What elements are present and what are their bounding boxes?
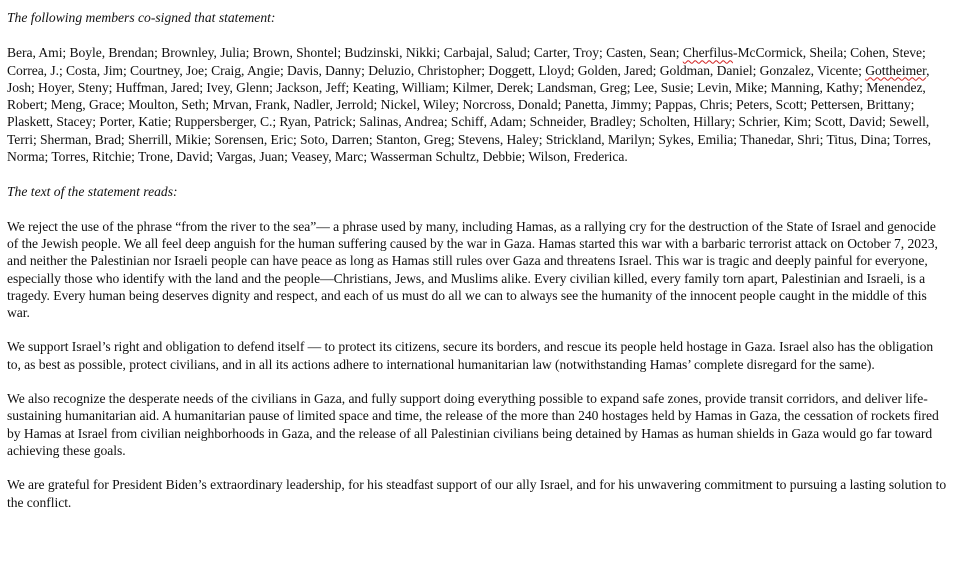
spellcheck-flagged-name: Gottheimer — [865, 62, 927, 78]
intro-heading: The following members co-signed that statement: — [7, 10, 276, 25]
statement-paragraph: We are grateful for President Biden’s extraordinary leadership, for his steadfast support of our ally Israel, and for his unwavering commitment to pursuing a lasting solution to the conflict. — [7, 477, 947, 510]
statement-paragraph: We support Israel’s right and obligation to defend itself — to protect its citizens, secure its borders, and rescue its people held hostage in Gaza. Israel also has the obligation to, as best as possible, protect civilians, and in all its actions adhere to international humanitarian law (notwithstanding Hamas’ complete disregard for the same). — [7, 339, 934, 372]
members-text-part-2: -McCormick, Sheila; Cohen, Steve; Correa, J.; Costa, Jim; Courtney, Joe; Craig, Angie; Davis, Danny; Deluzio, Christopher; Doggett, Lloyd; Golden, Jared; Goldman, Daniel; Gonzalez, Vicente; — [7, 45, 926, 78]
spellcheck-flagged-name: Cherfilus — [682, 45, 733, 61]
statement-paragraph: We also recognize the desperate needs of the civilians in Gaza, and fully support doing everything possible to expand safe zones, provide transit corridors, and deliver life-sustaining humanitarian aid. A humanitarian pause of limited space and time, the release of the more than 240 hostages held by Hamas in Gaza, the cessation of rockets fired by Hamas at Israel from civilian neighborhoods in Gaza, and the release of all Palestinian civilians being detained by Hamas as human shields in Gaza would go far toward achieving these goals. — [7, 391, 939, 458]
statement-heading: The text of the statement reads: — [7, 184, 178, 200]
statement-body — [7, 218, 950, 511]
statement-paragraph: We reject the use of the phrase “from the river to the sea”— a phrase used by many, including Hamas, as a rallying cry for the destruction of the State of Israel and genocide of the Jewish people. We all feel deep anguish for the human suffering caused by the war in Gaza. Hamas started this war with a barbaric terrorist attack on October 7, 2023, and neither the Palestinian nor Israeli people can have peace as long as Hamas still rules over Gaza and threatens Israel. This war is tragic and deeply painful for everyone, especially those who identify with the land and the people—Christians, Jews, and Muslims alike. Every civilian killed, every family torn apart, Palestinian and Israeli, is a tragedy. Every human being deserves dignity and respect, and each of us must do all we can to always see the humanity of the innocent people caught in the middle of this war. — [7, 218, 938, 321]
members-text-part-3: , Josh; Hoyer, Steny; Huffman, Jared; Ivey, Glenn; Jackson, Jeff; Keating, William; Kilmer, Derek; Landsman, Greg; Lee, Susie; Levin, Mike; Manning, Kathy; Menendez, Robert; Meng, Grace; Moulton, Seth; Mrvan, Frank, Nadler, Jerrold; Nickel, Wiley; Norcross, Donald; Panetta, Jimmy; Pappas, Chris; Peters, Scott; Pettersen, Brittany; Plaskett, Stacey; Porter, Katie; Ruppersberger, C.; Ryan, Patrick; Salinas, Andrea; Schiff, Adam; Schneider, Bradley; Scholten, Hillary; Schrier, Kim; Scott, David; Sewell, Terri; Sherman, Brad; Sherrill, Mikie; Sorensen, Eric; Soto, Darren; Stanton, Greg; Stevens, Haley; Strickland, Marilyn; Sykes, Emilia; Thanedar, Shri; Titus, Dina; Torres, Norma; Torres, Ritchie; Trone, David; Vargas, Juan; Veasey, Marc; Wasserman Schultz, Debbie; Wilson, Frederica. — [7, 62, 932, 165]
members-text-part-1: Bera, Ami; Boyle, Brendan; Brownley, Julia; Brown, Shontel; Budzinski, Nikki; Carbajal, Salud; Carter, Troy; Casten, Sean; — [7, 45, 683, 61]
members-list — [7, 44, 950, 165]
